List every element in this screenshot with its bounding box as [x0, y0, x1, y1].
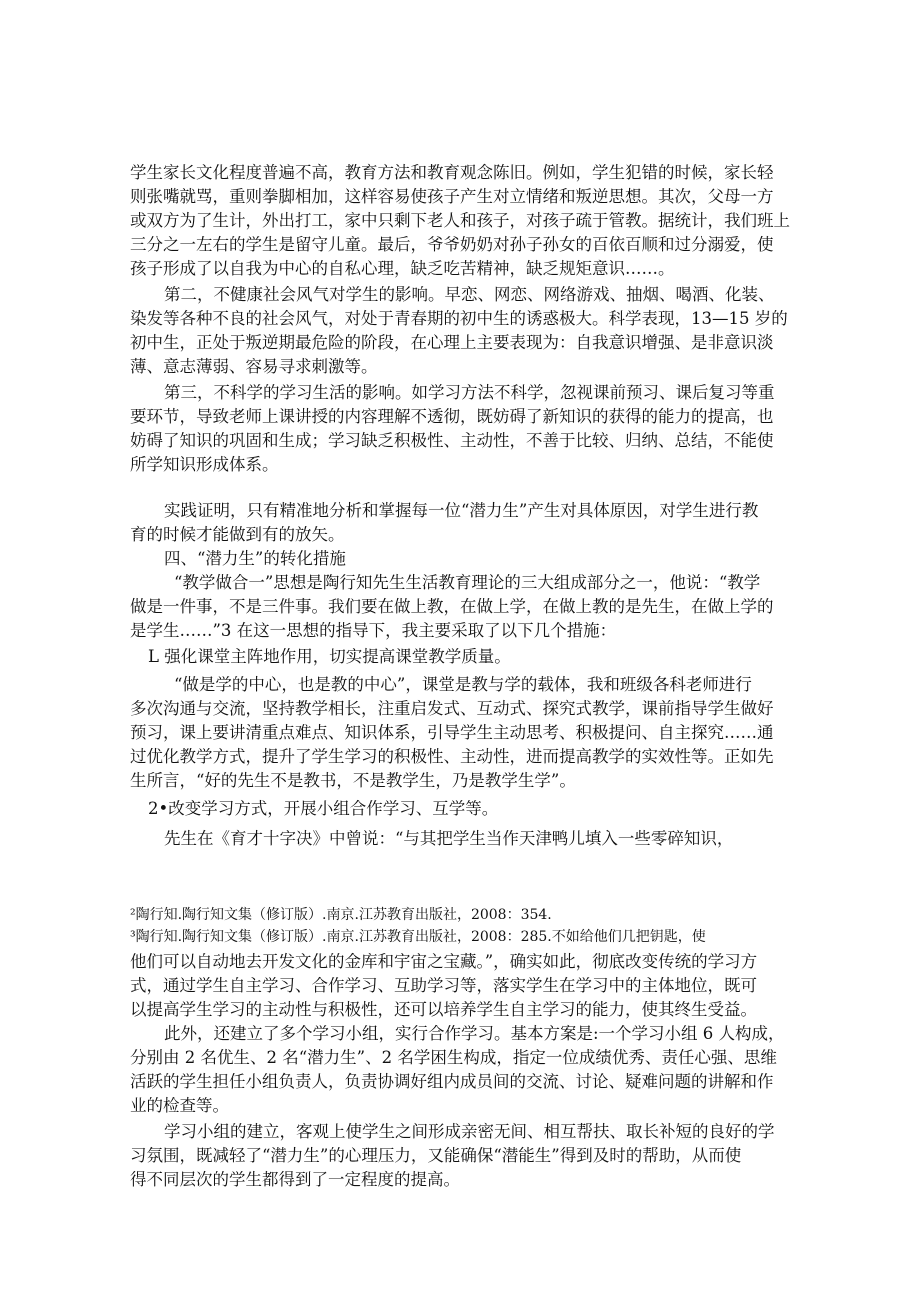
paragraph-line: 育的时候才能做到有的放矢。: [130, 525, 345, 544]
paragraph-line: 要环节，导致老师上课讲授的内容理解不透彻，既妨碍了新知识的获得的能力的提高，也: [130, 407, 774, 426]
paragraph-line: 预习，课上要讲清重点难点、知识体系，引导学生主动思考、积极提问、自主探究……通: [130, 723, 774, 742]
paragraph-line: 多次沟通与交流，坚持教学相长，注重启发式、互动式、探究式教学，课前指导学生做好: [130, 699, 774, 718]
paragraph-line: 先生在《育才十字决》中曾说：“与其把学生当作天津鸭儿填入一些零碎知识，: [164, 829, 734, 848]
paragraph-line: 习氛围，既减轻了“潜力生”的心理压力，又能确保“潜能生”得到及时的帮助，从而使: [130, 1146, 742, 1165]
subsection-heading: 2•改变学习方式，开展小组合作学习、互学等。: [148, 799, 499, 818]
paragraph-line: 孩子形成了以自我为中心的自私心理，缺乏吃苦精神，缺乏规矩意识……。: [130, 259, 675, 278]
paragraph-line: “做是学的中心，也是教的中心”，课堂是教与学的载体，我和班级各科老师进行: [174, 675, 752, 694]
paragraph-line: 学生家长文化程度普遍不高，教育方法和教育观念陈旧。例如，学生犯错的时候，家长轻: [130, 163, 774, 182]
paragraph-line: 是学生……”3 在这一思想的指导下，我主要采取了以下几个措施：: [130, 621, 617, 640]
paragraph-line: 或双方为了生计，外出打工，家中只剩下老人和孩子，对孩子疏于管教。据统计，我们班上: [130, 211, 790, 230]
paragraph-line: 分别由 2 名优生、2 名“潜力生”、2 名学困生构成，指定一位成绩优秀、责任心强、思维: [130, 1048, 777, 1067]
paragraph-line: 第三，不科学的学习生活的影响。如学习方法不科学，忽视课前预习、课后复习等重: [164, 383, 775, 402]
paragraph-line: 实践证明，只有精准地分析和掌握每一位“潜力生”产生对具体原因，对学生进行教: [164, 501, 759, 520]
paragraph-line: 初中生，正处于叛逆期最危险的阶段，在心理上主要表现为：自我意识增强、是非意识淡: [130, 333, 774, 352]
paragraph-line: 式，通过学生自主学习、合作学习、互助学习等，落实学生在学习中的主体地位，既可: [130, 976, 757, 995]
paragraph-line: “教学做合一”思想是陶行知先生生活教育理论的三大组成部分之一，他说：“教学: [174, 573, 761, 592]
paragraph-line: 则张嘴就骂，重则拳脚相加，这样容易使孩子产生对立情绪和叛逆思想。其次，父母一方: [130, 187, 774, 206]
paragraph-line: 过优化教学方式，提升了学生学习的积极性、主动性，进而提高教学的实效性等。正如先: [130, 747, 774, 766]
paragraph-line: 得不同层次的学生都得到了一定程度的提高。: [130, 1170, 460, 1189]
subsection-heading: L 强化课堂主阵地作用，切实提高课堂教学质量。: [148, 647, 511, 666]
paragraph-line: 生所言，“好的先生不是教书，不是教学生，乃是教学生学”。: [130, 771, 576, 790]
paragraph-line: 学习小组的建立，客观上使学生之间形成亲密无间、相互帮扶、取长补短的良好的学: [164, 1122, 775, 1141]
paragraph-line: 以提高学生学习的主动性与积极性，还可以培养学生自主学习的能力，使其终生受益。: [130, 1000, 757, 1019]
paragraph-line: 他们可以自动地去开发文化的金库和宇宙之宝藏。”，确实如此，彻底改变传统的学习方: [130, 952, 758, 971]
paragraph-line: 妨碍了知识的巩固和生成；学习缺乏积极性、主动性，不善于比较、归纳、总结，不能使: [130, 431, 774, 450]
paragraph-line: 第二，不健康社会风气对学生的影响。早恋、网恋、网络游戏、抽烟、喝酒、化装、: [164, 285, 775, 304]
footnote: ²陶行知.陶行知文集（修订版）.南京.江苏教育出版社，2008：354.: [130, 907, 552, 923]
paragraph-line: 做是一件事，不是三件事。我们要在做上教，在做上学，在做上教的是先生，在做上学的: [130, 597, 774, 616]
footnote: ³陶行知.陶行知文集（修订版）.南京.江苏教育出版社，2008：285.不如给他们几把钥匙，使: [130, 929, 706, 945]
paragraph-line: 业的检查等。: [130, 1096, 229, 1115]
paragraph-line: 薄、意志薄弱、容易寻求刺激等。: [130, 357, 378, 376]
paragraph-line: 此外，还建立了多个学习小组，实行合作学习。基本方案是:一个学习小组 6 人构成，: [164, 1024, 785, 1043]
paragraph-line: 所学知识形成体系。: [130, 455, 279, 474]
paragraph-line: 活跃的学生担任小组负责人，负责协调好组内成员间的交流、讨论、疑难问题的讲解和作: [130, 1072, 774, 1091]
paragraph-line: 染发等各种不良的社会风气，对处于青春期的初中生的诱惑极大。科学表现，13—15 岁的: [130, 309, 788, 328]
paragraph-line: 三分之一左右的学生是留守儿童。最后，爷爷奶奶对孙子孙女的百依百顺和过分溺爱，使: [130, 235, 774, 254]
section-heading: 四、“潜力生”的转化措施: [164, 549, 346, 568]
